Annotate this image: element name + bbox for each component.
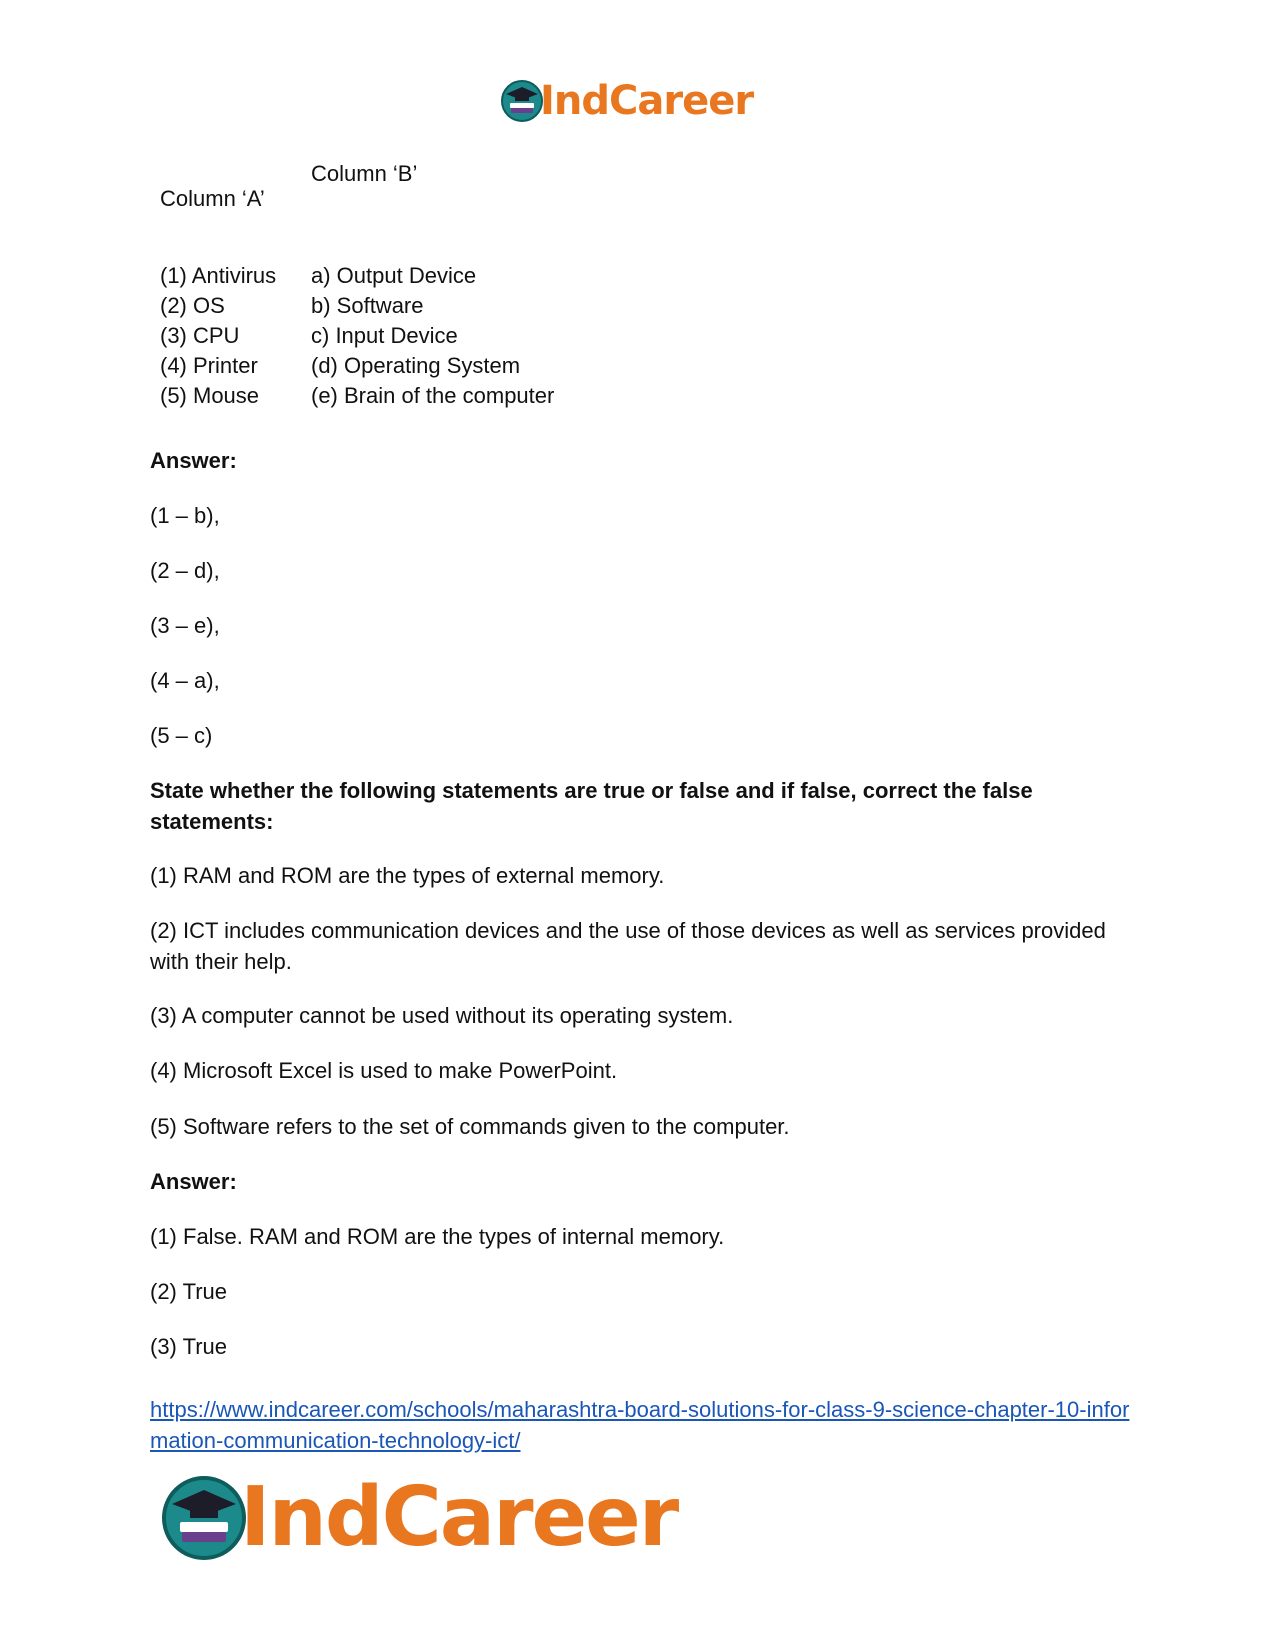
- graduation-cap-globe-books-icon: [500, 79, 544, 123]
- answer-line: (2) True: [150, 1279, 228, 1304]
- statement: (4) Microsoft Excel is used to make PowerPoint.: [150, 1058, 618, 1083]
- column-a-item: (5) Mouse: [160, 383, 260, 408]
- column-b-list: [311, 261, 554, 411]
- column-b-item: a) Output Device: [311, 263, 477, 288]
- footer-logo: [160, 1470, 677, 1565]
- statement: (5) Software refers to the set of commands given to the computer.: [150, 1114, 790, 1139]
- column-b-item: (d) Operating System: [311, 353, 521, 378]
- logo-text: IndCareer: [240, 1470, 678, 1565]
- column-b-item: c) Input Device: [311, 323, 458, 348]
- statement: (3) A computer cannot be used without its operating system.: [150, 1003, 734, 1028]
- column-a-item: (2) OS: [160, 293, 225, 318]
- statement: (2) ICT includes communication devices and the use of those devices as well as services provided with their help.: [150, 918, 1106, 974]
- answer-line: (1 – b),: [150, 503, 220, 528]
- column-a-item: (4) Printer: [160, 353, 258, 378]
- graduation-cap-globe-books-icon: [160, 1474, 248, 1562]
- answer-line: (2 – d),: [150, 558, 220, 583]
- logo-text: IndCareer: [540, 78, 754, 124]
- column-a-heading: Column ‘A’: [160, 186, 265, 211]
- answer-label: Answer:: [150, 448, 237, 473]
- column-a-item: (1) Antivirus: [160, 263, 277, 288]
- answer-line: (3) True: [150, 1334, 228, 1359]
- section-heading: State whether the following statements are true or false and if false, correct the false statements:: [150, 778, 1033, 834]
- column-a-item: (3) CPU: [160, 323, 240, 348]
- source-link[interactable]: https://www.indcareer.com/schools/maharashtra-board-solutions-for-class-9-science-chapter-10-information-communication-technology-ict/: [150, 1397, 1130, 1453]
- statement: (1) RAM and ROM are the types of external memory.: [150, 863, 665, 888]
- answer-line: (4 – a),: [150, 668, 220, 693]
- answer-line: (3 – e),: [150, 613, 220, 638]
- answer-line: (5 – c): [150, 723, 213, 748]
- answer-line: (1) False. RAM and ROM are the types of internal memory.: [150, 1224, 725, 1249]
- answer-label: Answer:: [150, 1169, 237, 1194]
- column-b-heading: Column ‘B’: [311, 161, 418, 186]
- column-a-list: [160, 261, 276, 411]
- column-b-item: (e) Brain of the computer: [311, 383, 555, 408]
- column-b-item: b) Software: [311, 293, 424, 318]
- header-logo: [500, 78, 753, 124]
